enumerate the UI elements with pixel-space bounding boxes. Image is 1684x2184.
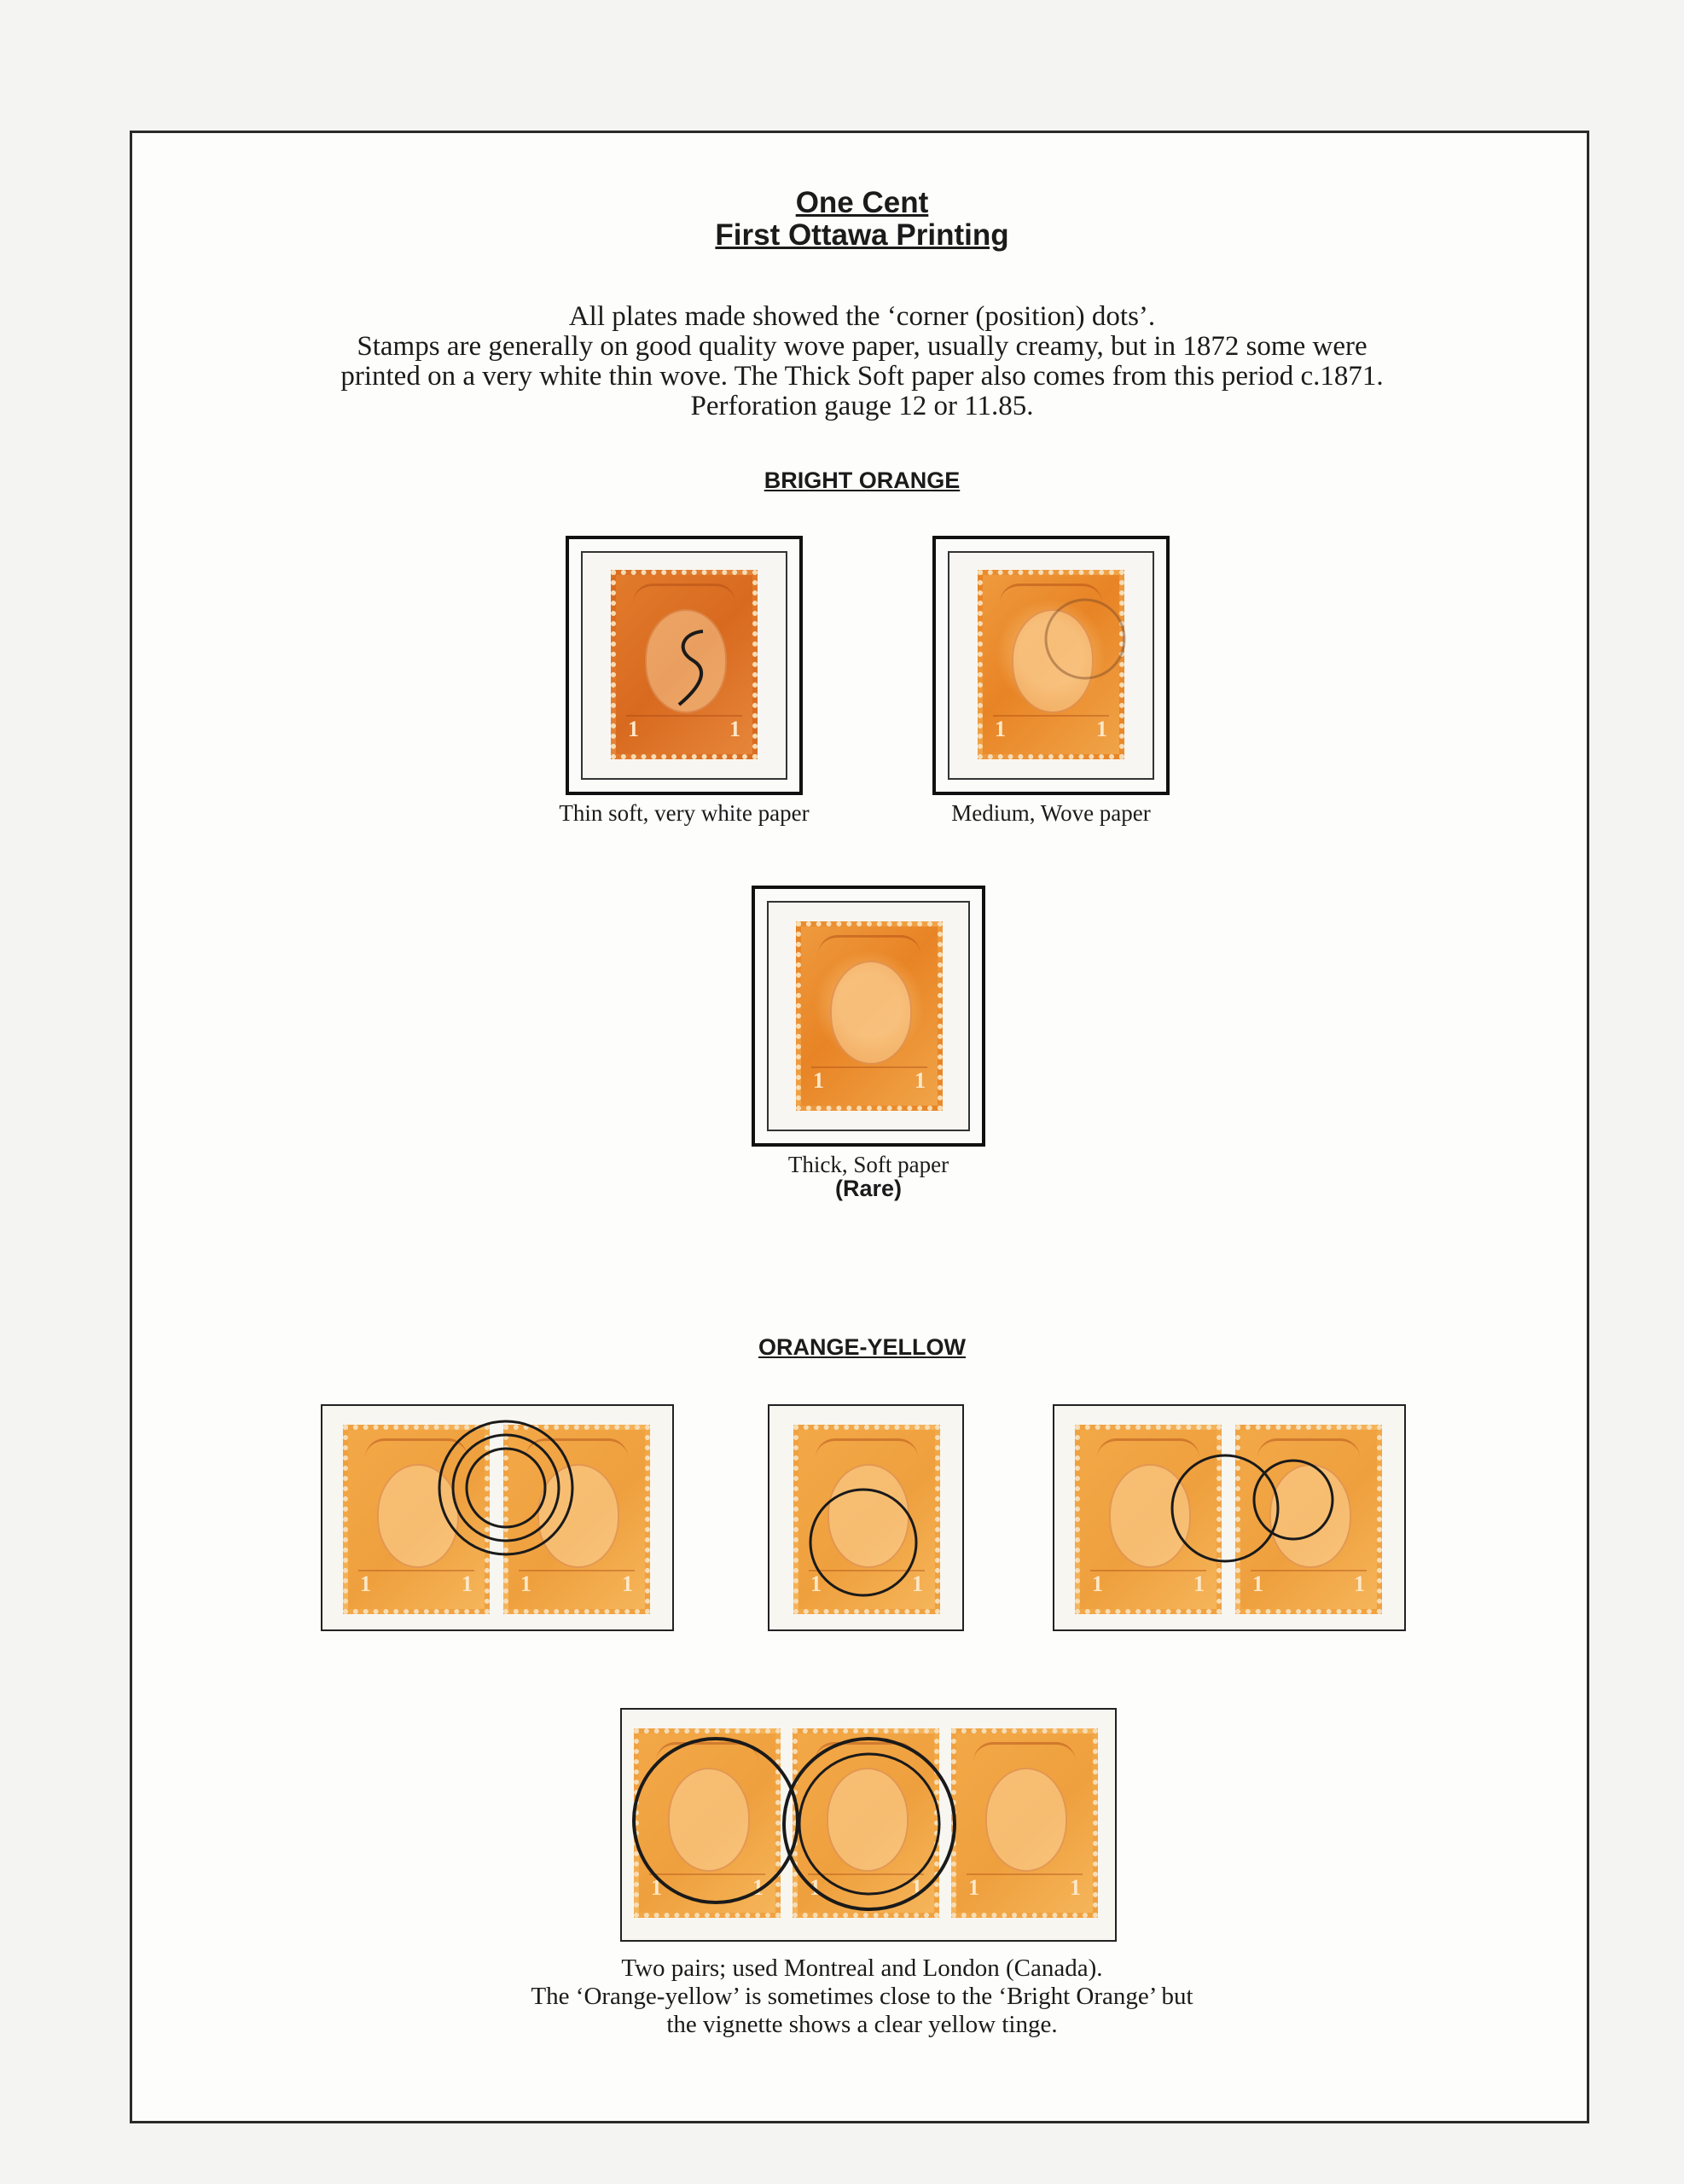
orange-yellow-caption-line-1: Two pairs; used Montreal and London (Canada). xyxy=(621,1955,1103,1982)
stamp-orange-yellow-single: 1 1 xyxy=(793,1425,940,1614)
orange-yellow-caption-line-2: The ‘Orange-yellow’ is sometimes close to the ‘Bright Orange’ but xyxy=(531,1983,1193,2010)
stamp-orange-yellow-pair1-left: 1 1 xyxy=(343,1425,490,1614)
page-subtitle: First Ottawa Printing xyxy=(715,218,1009,252)
stamp-orange-yellow-strip-3: 1 1 xyxy=(951,1728,1098,1918)
stamp-orange-yellow-strip-1: 1 1 xyxy=(634,1728,781,1918)
stamp-mount-pair-montreal xyxy=(1053,1404,1406,1631)
circular-cancel-mark xyxy=(787,1483,940,1611)
stamp-orange-yellow-strip-2: 1 1 xyxy=(793,1728,939,1918)
circular-cancel-mark xyxy=(1034,592,1128,686)
duplex-cancel-mark xyxy=(391,1418,621,1563)
caption-thin-soft: Thin soft, very white paper xyxy=(559,800,810,826)
circular-cancel-mark xyxy=(1165,1440,1336,1585)
stamp-bright-orange-thick: 1 1 xyxy=(796,921,943,1111)
rare-note: (Rare) xyxy=(834,1176,903,1201)
intro-line-3: printed on a very white thin wove. The Thick Soft paper also comes from this period c.1871. xyxy=(340,361,1384,392)
album-page xyxy=(130,131,1589,2123)
bright-orange-heading: BRIGHT ORANGE xyxy=(764,468,961,493)
stamp-mount-strip xyxy=(620,1708,1117,1942)
stamp-orange-yellow-pair2-right: 1 1 xyxy=(1235,1425,1382,1614)
page-title: One Cent xyxy=(795,186,929,219)
stamp-orange-yellow-pair2-left: 1 1 xyxy=(1075,1425,1222,1614)
pen-cancel-mark xyxy=(667,626,718,712)
circular-cancel-mark xyxy=(622,1710,963,1940)
stamp-orange-yellow-pair1-right: 1 1 xyxy=(503,1425,650,1614)
stamp-bright-orange-medium: 1 1 xyxy=(978,570,1124,759)
intro-line-1: All plates made showed the ‘corner (position) dots’. xyxy=(568,301,1156,332)
stamp-bright-orange-thin: 1 1 xyxy=(611,570,758,759)
stamp-mount-single-york-street xyxy=(768,1404,964,1631)
orange-yellow-caption-line-3: the vignette shows a clear yellow tinge. xyxy=(666,2011,1058,2038)
stamp-mount-pair-london xyxy=(321,1404,674,1631)
intro-line-2: Stamps are generally on good quality wove paper, usually creamy, but in 1872 some were xyxy=(357,331,1368,362)
intro-line-4: Perforation gauge 12 or 11.85. xyxy=(690,391,1034,421)
caption-thick-soft: Thick, Soft paper xyxy=(787,1152,949,1177)
orange-yellow-heading: ORANGE-YELLOW xyxy=(758,1334,966,1360)
stamp-mount-thin-soft xyxy=(566,536,803,795)
caption-medium-wove: Medium, Wove paper xyxy=(951,800,1151,826)
stamp-mount-medium-wove xyxy=(932,536,1170,795)
stamp-mount-thick-soft xyxy=(752,886,985,1147)
